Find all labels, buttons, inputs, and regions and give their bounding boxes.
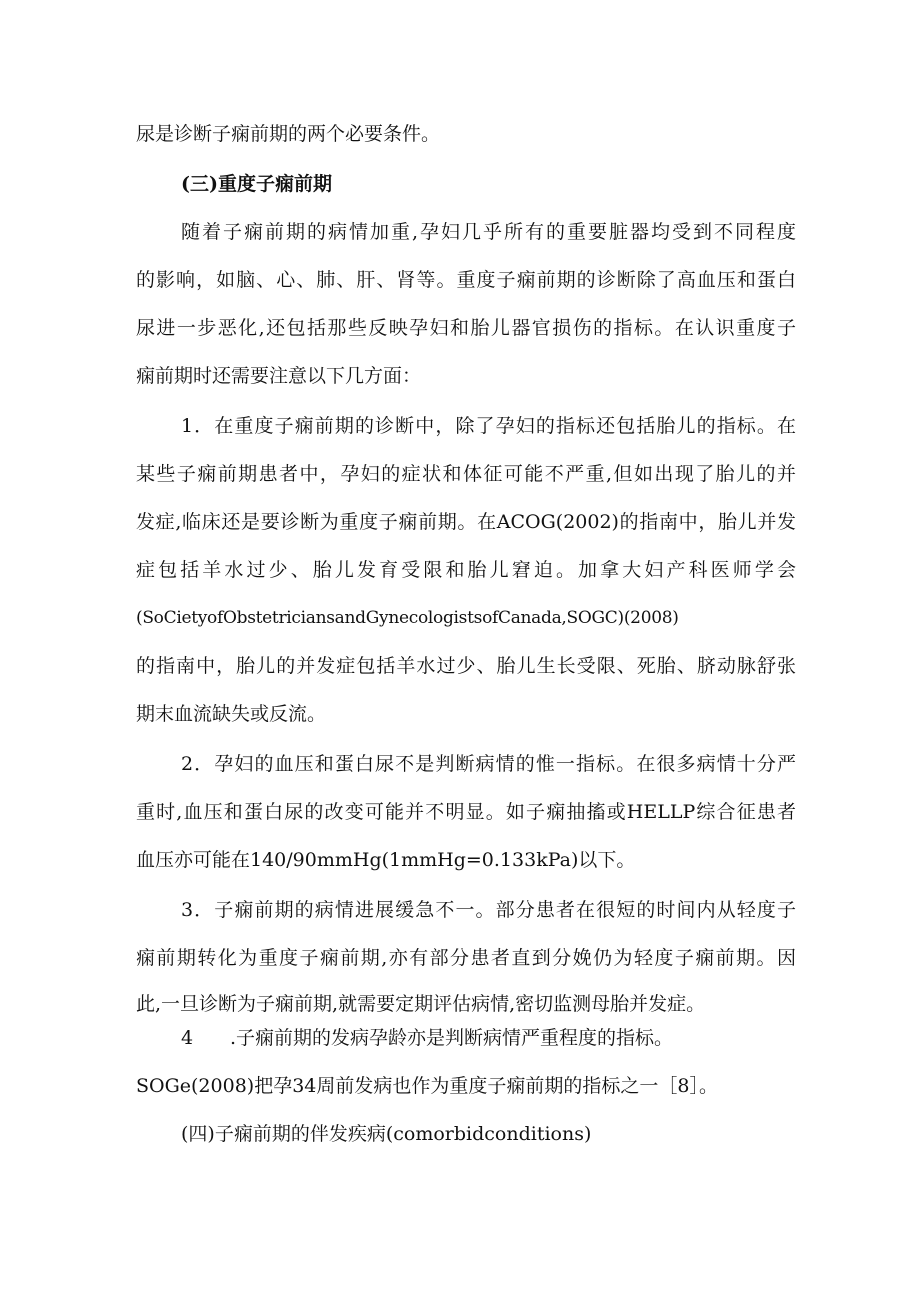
paragraph-line-sogc-name: (SoCietyofObstetriciansandGynecologistsofCanada,SOGC)(2008) [136,608,679,628]
paragraph-line: 的影响，如脑、心、肺、肝、肾等。重度子痫前期的诊断除了高血压和蛋白 [136,269,796,291]
paragraph-line: 随着子痫前期的病情加重,孕妇几乎所有的重要脏器均受到不同程度 [181,221,796,243]
paragraph-line: 某些子痫前期患者中，孕妇的症状和体征可能不严重,但如出现了胎儿的并 [136,463,796,485]
section-heading-severe-preeclampsia: (三)重度子痫前期 [181,173,332,195]
paragraph-line: 血压亦可能在140/90mmHg(1mmHg=0.133kPa)以下。 [136,849,636,871]
list-item-3-line: 3．子痫前期的病情进展缓急不一。部分患者在很短的时间内从轻度子 [181,899,796,921]
paragraph-line: 重时,血压和蛋白尿的改变可能并不明显。如子痫抽搐或HELLP综合征患者 [136,801,796,823]
paragraph-line: 尿进一步恶化,还包括那些反映孕妇和胎儿器官损伤的指标。在认识重度子 [136,317,796,339]
paragraph-line: 发症,临床还是要诊断为重度子痫前期。在ACOG(2002)的指南中，胎儿并发 [136,511,796,533]
list-item-1-line: 1．在重度子痫前期的诊断中，除了孕妇的指标还包括胎儿的指标。在 [181,415,796,437]
list-item-4-line: .子痫前期的发病孕龄亦是判断病情严重程度的指标。 [230,1027,674,1049]
paragraph-line: 痫前期时还需要注意以下几方面： [136,365,422,387]
paragraph-line: SOGe(2008)把孕34周前发病也作为重度子痫前期的指标之一［8］。 [136,1075,718,1097]
paragraph-line: 症包括羊水过少、胎儿发育受限和胎儿窘迫。加拿大妇产科医师学会 [136,559,796,581]
list-item-2-line: 2．孕妇的血压和蛋白尿不是判断病情的惟一指标。在很多病情十分严 [181,753,796,775]
section-heading-comorbid-conditions: (四)子痫前期的伴发疾病(comorbidconditions) [181,1123,592,1145]
paragraph-line: 期末血流缺失或反流。 [136,703,327,725]
list-item-4-number: 4 [181,1027,194,1049]
paragraph-line: 尿是诊断子痫前期的两个必要条件。 [136,123,441,145]
paragraph-line: 的指南中，胎儿的并发症包括羊水过少、胎儿生长受限、死胎、脐动脉舒张 [136,655,796,677]
paragraph-line: 痫前期转化为重度子痫前期,亦有部分患者直到分娩仍为轻度子痫前期。因 [136,947,796,969]
paragraph-line: 此,一旦诊断为子痫前期,就需要定期评估病情,密切监测母胎并发症。 [136,993,706,1015]
